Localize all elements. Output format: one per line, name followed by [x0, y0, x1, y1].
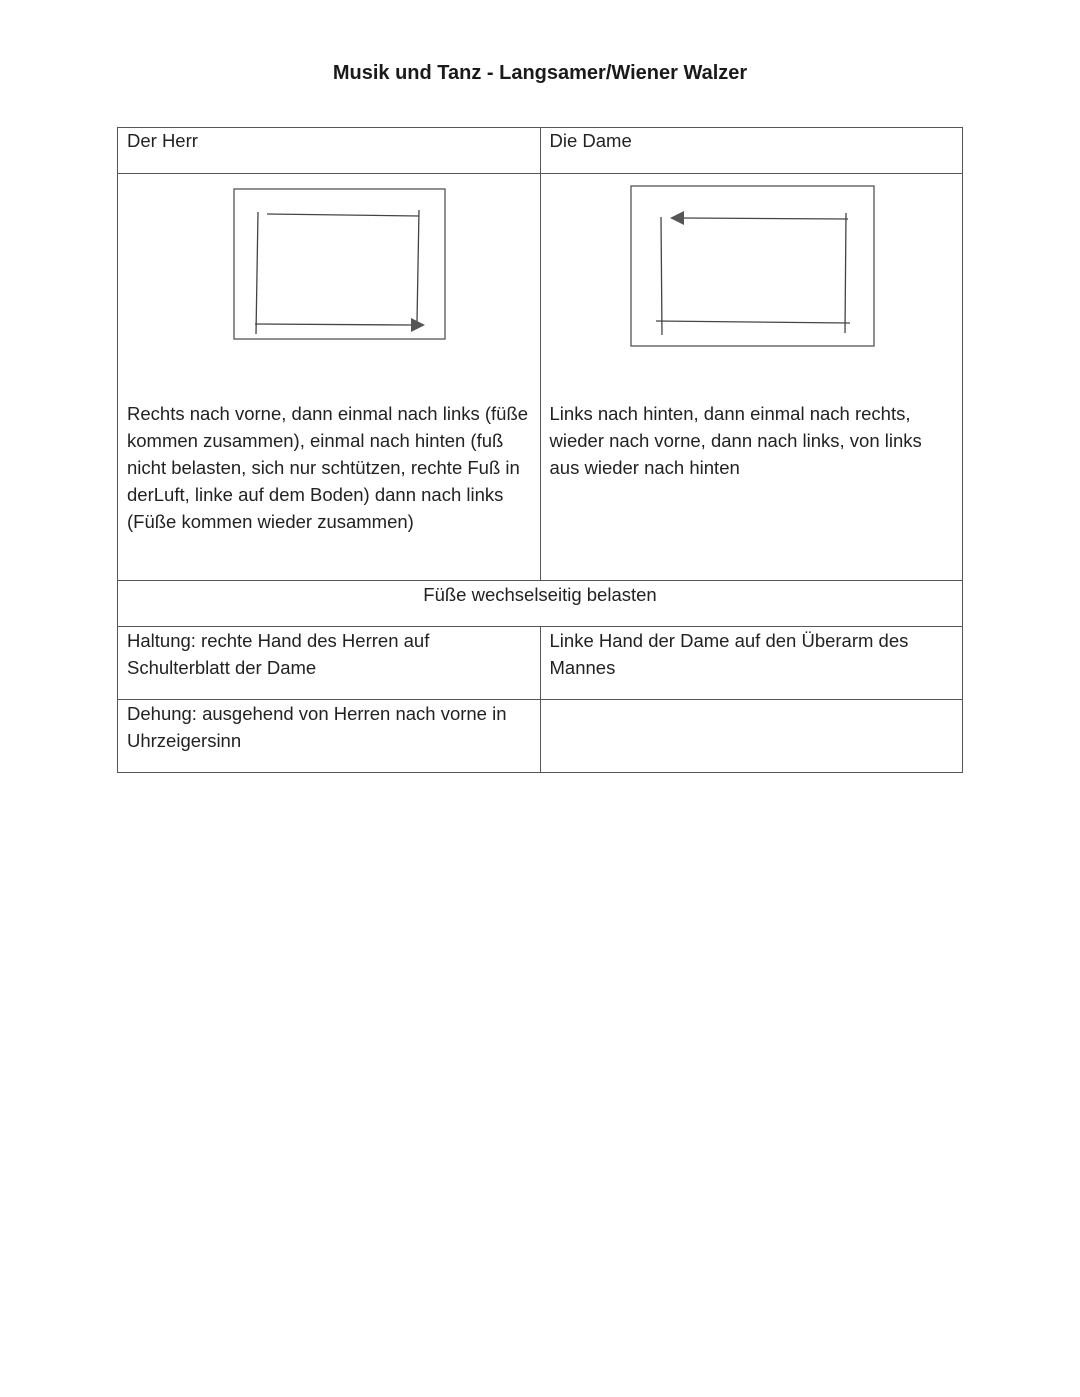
hold-cell-herr [118, 627, 541, 700]
hold-cell-dame [540, 627, 963, 700]
feet-cell [118, 581, 963, 627]
dance-table [117, 127, 963, 773]
dame-diagram [550, 174, 954, 400]
feet-text: Füße wechselseitig belasten [423, 584, 657, 605]
table-row-turn [118, 700, 963, 773]
square-step-path-arrow-right-icon [233, 188, 447, 342]
table-row-header [118, 128, 963, 174]
header-cell-herr [118, 128, 541, 174]
steps-cell-dame [540, 174, 963, 581]
table-row-steps [118, 174, 963, 581]
header-dame-label: Die Dame [549, 130, 632, 151]
hold-herr-text: Haltung: rechte Hand des Herren auf Schulterblatt der Dame [127, 630, 430, 678]
table-row-hold [118, 627, 963, 700]
steps-dame-text: Links nach hinten, dann einmal nach rechts, wieder nach vorne, dann nach links, von links aus wieder nach hinten [549, 403, 922, 478]
header-herr-label: Der Herr [127, 130, 198, 151]
turn-herr-text: Dehung: ausgehend von Herren nach vorne in Uhrzeigersinn [127, 703, 507, 751]
herr-diagram [127, 174, 531, 400]
turn-cell-dame [540, 700, 963, 773]
steps-cell-herr [118, 174, 541, 581]
hold-dame-text: Linke Hand der Dame auf den Überarm des Mannes [549, 630, 909, 678]
square-step-path-arrow-left-icon [630, 185, 876, 347]
page-title: Musik und Tanz - Langsamer/Wiener Walzer [332, 62, 748, 84]
table-row-feet [118, 581, 963, 627]
turn-cell-herr [118, 700, 541, 773]
header-cell-dame [540, 128, 963, 174]
steps-herr-text: Rechts nach vorne, dann einmal nach links (füße kommen zusammen), einmal nach hinten (fuß nicht belasten, sich nur schtützen, rechte Fuß in derLuft, linke auf dem Boden) dann nach links (Füße kommen wieder zusammen) [127, 403, 529, 532]
